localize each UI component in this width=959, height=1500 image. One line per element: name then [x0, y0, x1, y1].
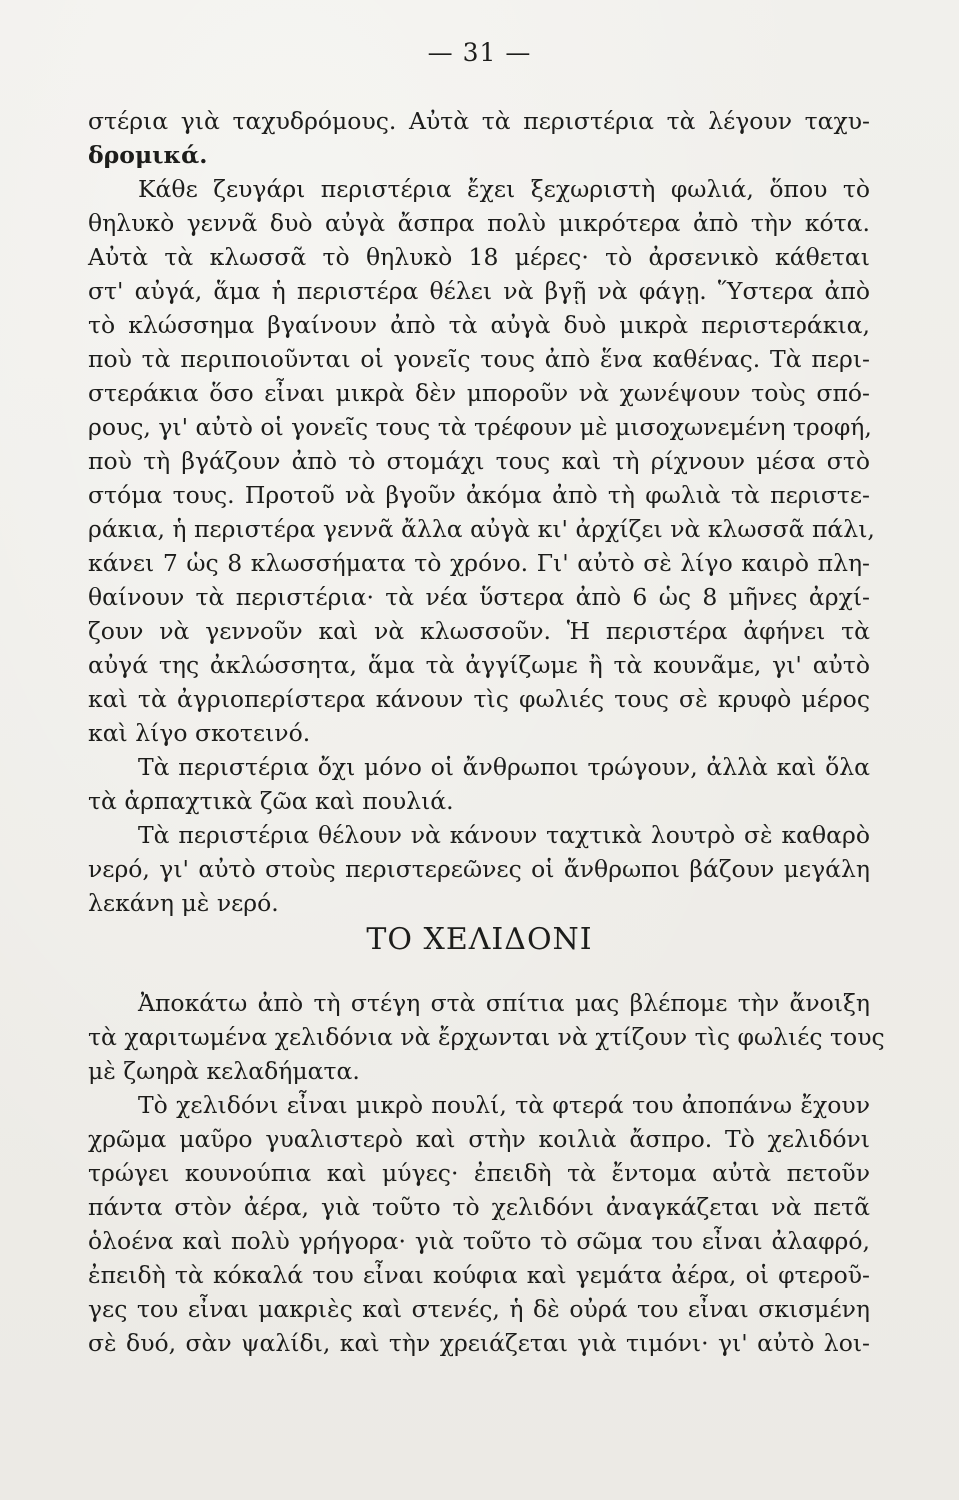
paragraph-start-line: Τὸ χελιδόνι εἶναι μικρὸ πουλί, τὰ φτερά του ἀποπάνω ἔχουν [138, 1091, 870, 1119]
text-line: ρους, γι' αὐτὸ οἱ γονεῖς τους τὰ τρέφουν μὲ μισοχωνεμένη τροφή, [88, 413, 872, 441]
pigeon-text-block [88, 104, 875, 920]
swallow-text-block [88, 986, 885, 1360]
page-number: — 31 — [427, 38, 532, 67]
text-line: δρομικά. [88, 141, 208, 169]
text-line: κάνει 7 ὡς 8 κλωσσήματα τὸ χρόνο. Γι' αὐτὸ σὲ λίγο καιρὸ πλη- [88, 549, 870, 577]
paragraph-start-line: Κάθε ζευγάρι περιστέρια ἔχει ξεχωριστὴ φωλιά, ὅπου τὸ [138, 175, 870, 203]
text-line: μὲ ζωηρὰ κελαδήματα. [88, 1057, 360, 1085]
text-line: τὰ χαριτωμένα χελιδόνια νὰ ἔρχωνται νὰ χτίζουν τὶς φωλιές τους [88, 1023, 885, 1051]
paragraph-start-line: Τὰ περιστέρια θέλουν νὰ κάνουν ταχτικὰ λουτρὸ σὲ καθαρὸ [138, 821, 870, 849]
text-line: στόμα τους. Προτοῦ νὰ βγοῦν ἀκόμα ἀπὸ τὴ φωλιὰ τὰ περιστε- [88, 481, 870, 509]
text-line: γες του εἶναι μακριὲς καὶ στενές, ἡ δὲ οὐρά του εἶναι σκισμένη [88, 1295, 870, 1323]
text-line: ράκια, ἡ περιστέρα γεννᾶ ἄλλα αὐγὰ κι' ἀρχίζει νὰ κλωσσᾶ πάλι, [88, 515, 875, 543]
text-line: ὁλοένα καὶ πολὺ γρήγορα· γιὰ τοῦτο τὸ σῶμα του εἶναι ἀλαφρό, [88, 1227, 870, 1255]
text-line: στέρια γιὰ ταχυδρόμους. Αὐτὰ τὰ περιστέρια τὰ λέγουν ταχυ- [88, 107, 870, 135]
paragraph-start-line: Ἀποκάτω ἀπὸ τὴ στέγη στὰ σπίτια μας βλέπομε τὴν ἄνοιξη [138, 989, 870, 1017]
section-title: ΤΟ ΧΕΛΙΔΟΝΙ [366, 922, 593, 957]
paragraph-start-line: Τὰ περιστέρια ὄχι μόνο οἱ ἄνθρωποι τρώγουν, ἀλλὰ καὶ ὅλα [138, 753, 870, 781]
text-line: θηλυκὸ γεννᾶ δυὸ αὐγὰ ἄσπρα πολὺ μικρότερα ἀπὸ τὴν κότα. [88, 209, 870, 237]
text-line: καὶ τὰ ἀγριοπερίστερα κάνουν τὶς φωλιές τους σὲ κρυφὸ μέρος [88, 685, 870, 713]
text-line: θαίνουν τὰ περιστέρια· τὰ νέα ὕστερα ἀπὸ 6 ὡς 8 μῆνες ἀρχί- [88, 583, 870, 611]
text-line: ποὺ τὰ περιποιοῦνται οἱ γονεῖς τους ἀπὸ ἕνα καθένας. Τὰ περι- [88, 345, 870, 373]
text-line: χρῶμα μαῦρο γυαλιστερὸ καὶ στὴν κοιλιὰ ἄσπρο. Τὸ χελιδόνι [88, 1125, 870, 1153]
text-line: αὐγά της ἀκλώσσητα, ἅμα τὰ ἀγγίζωμε ἢ τὰ κουνᾶμε, γι' αὐτὸ [88, 651, 870, 679]
text-line: νερό, γι' αὐτὸ στοὺς περιστερεῶνες οἱ ἄνθρωποι βάζουν μεγάλη [88, 855, 870, 883]
text-line: πάντα στὸν ἀέρα, γιὰ τοῦτο τὸ χελιδόνι ἀναγκάζεται νὰ πετᾶ [88, 1193, 870, 1221]
text-line: τρώγει κουνούπια καὶ μύγες· ἐπειδὴ τὰ ἔντομα αὐτὰ πετοῦν [88, 1159, 870, 1187]
text-line: σὲ δυό, σὰν ψαλίδι, καὶ τὴν χρειάζεται γιὰ τιμόνι· γι' αὐτὸ λοι- [88, 1329, 870, 1357]
text-line: καὶ λίγο σκοτεινό. [88, 719, 311, 747]
text-line: Αὐτὰ τὰ κλωσσᾶ τὸ θηλυκὸ 18 μέρες· τὸ ἀρσενικὸ κάθεται [88, 243, 870, 271]
text-line: τὰ ἁρπαχτικὰ ζῶα καὶ πουλιά. [88, 787, 454, 815]
text-line: στεράκια ὅσο εἶναι μικρὰ δὲν μποροῦν νὰ χωνέψουν τοὺς σπό- [88, 379, 870, 407]
text-line: τὸ κλώσσημα βγαίνουν ἀπὸ τὰ αὐγὰ δυὸ μικρὰ περιστεράκια, [88, 311, 870, 339]
text-line: ἐπειδὴ τὰ κόκαλά του εἶναι κούφια καὶ γεμάτα ἀέρα, οἱ φτεροῦ- [88, 1261, 870, 1289]
text-line: ποὺ τὴ βγάζουν ἀπὸ τὸ στομάχι τους καὶ τὴ ρίχνουν μέσα στὸ [88, 447, 870, 475]
text-line: στ' αὐγά, ἅμα ἡ περιστέρα θέλει νὰ βγῇ νὰ φάγῃ. Ὕστερα ἀπὸ [88, 277, 870, 305]
text-line: ζουν νὰ γεννοῦν καὶ νὰ κλωσσοῦν. Ἡ περιστέρα ἀφήνει τὰ [88, 617, 870, 645]
text-line: λεκάνη μὲ νερό. [88, 889, 279, 917]
